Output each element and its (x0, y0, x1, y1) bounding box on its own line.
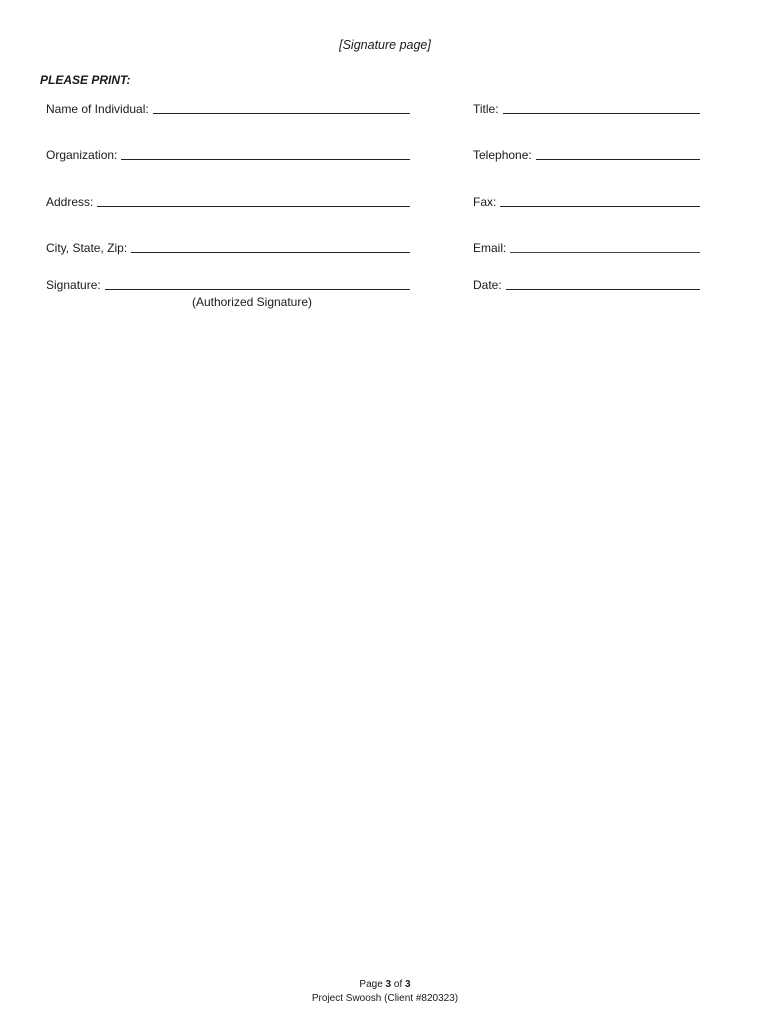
page-heading: [Signature page] (339, 38, 431, 52)
name-of-individual-line[interactable] (153, 113, 410, 114)
organization-label: Organization: (46, 148, 118, 162)
city-state-zip-field[interactable] (46, 239, 410, 255)
telephone-label: Telephone: (473, 148, 532, 162)
please-print-instruction: PLEASE PRINT: (40, 73, 131, 87)
title-label: Title: (473, 102, 499, 116)
signature-field[interactable] (46, 276, 410, 292)
address-line[interactable] (97, 206, 410, 207)
page-of: of (393, 979, 403, 990)
date-label: Date: (473, 278, 502, 292)
email-line[interactable] (510, 252, 700, 253)
title-field[interactable] (473, 100, 700, 116)
city-state-zip-label: City, State, Zip: (46, 241, 128, 255)
page-footer (0, 978, 770, 1006)
telephone-line[interactable] (536, 159, 700, 160)
organization-line[interactable] (121, 159, 410, 160)
address-label: Address: (46, 195, 94, 209)
title-line[interactable] (503, 113, 700, 114)
page-total: 3 (405, 979, 411, 990)
signature-line[interactable] (105, 289, 410, 290)
name-of-individual-label: Name of Individual: (46, 102, 149, 116)
city-state-zip-line[interactable] (131, 252, 410, 253)
fax-label: Fax: (473, 195, 497, 209)
email-label: Email: (473, 241, 507, 255)
page-current: 3 (385, 979, 392, 990)
date-field[interactable] (473, 276, 700, 292)
fax-line[interactable] (500, 206, 700, 207)
email-field[interactable] (473, 239, 700, 255)
address-field[interactable] (46, 193, 410, 209)
organization-field[interactable] (46, 146, 410, 162)
page-number (0, 978, 770, 992)
fax-field[interactable] (473, 193, 700, 209)
page-prefix: Page (359, 979, 383, 990)
authorized-signature-caption: (Authorized Signature) (191, 295, 313, 309)
date-line[interactable] (506, 289, 700, 290)
name-of-individual-field[interactable] (46, 100, 410, 116)
telephone-field[interactable] (473, 146, 700, 162)
project-line: Project Swoosh (Client #820323) (311, 993, 459, 1004)
signature-label: Signature: (46, 278, 101, 292)
